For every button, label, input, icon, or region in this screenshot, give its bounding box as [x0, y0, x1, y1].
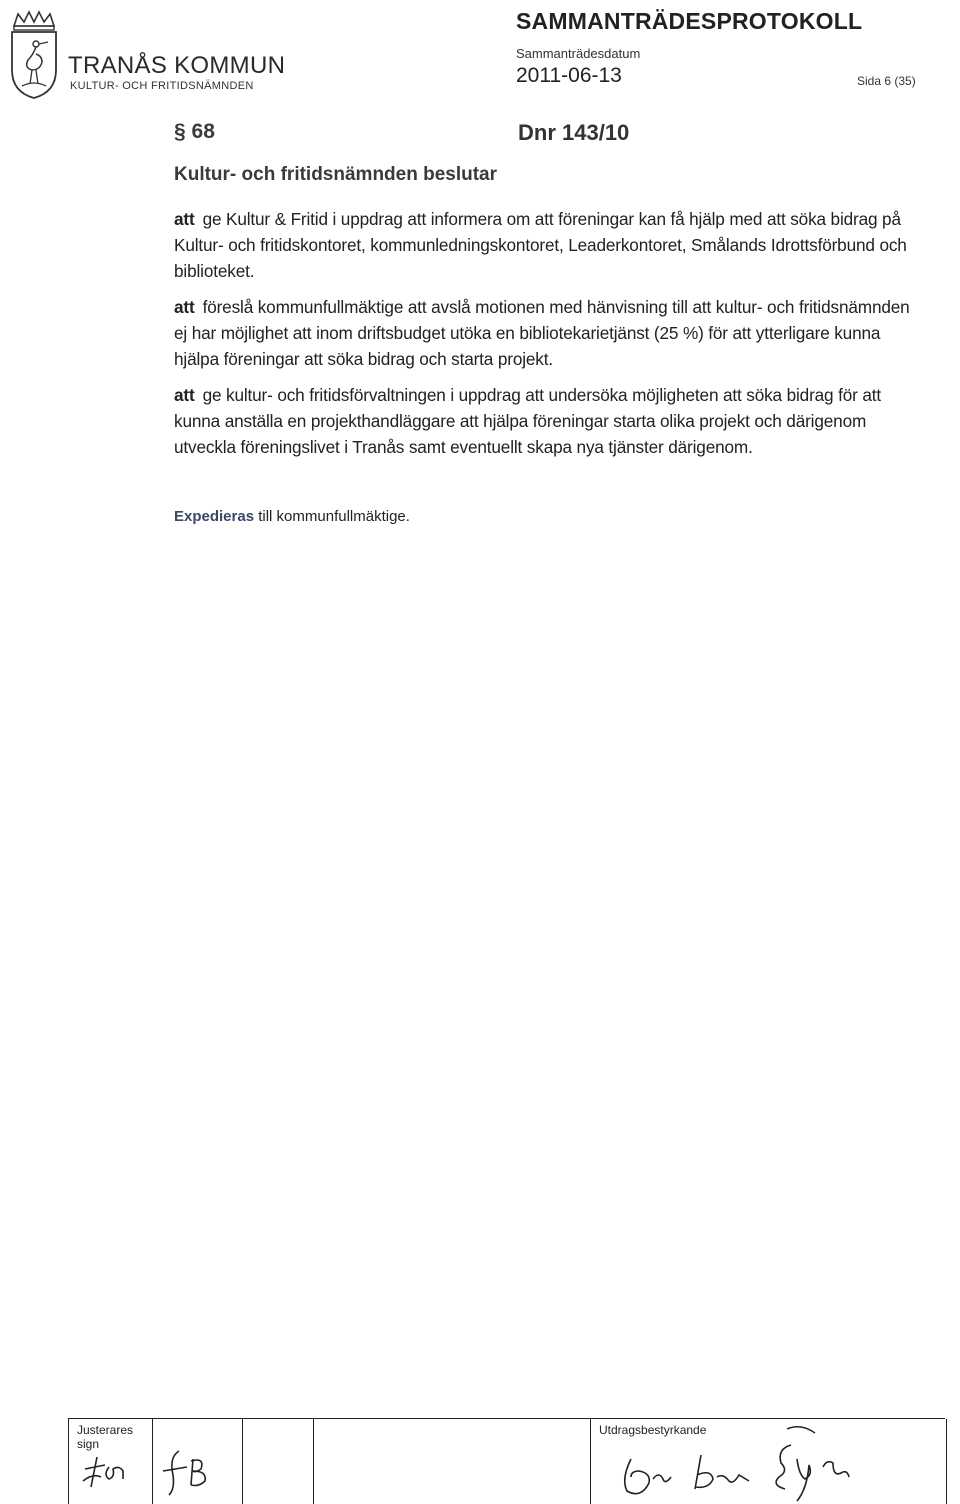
decision-text: föreslå kommunfullmäktige att avslå motionen med hänvisning till att kultur- och fritidsnämnden ej har möjlighet att inom driftsbudget utöka en bibliotekarietjänst (25 %) för att ytterligare kunna hjälpa föreningar att söka bidrag och starta projekt. — [174, 297, 910, 369]
signature-fb — [159, 1445, 239, 1499]
decision-text: ge Kultur & Fritid i uppdrag att informera om att föreningar kan få hjälp med att söka bidrag på Kultur- och fritidskontoret, kommunledningskontoret, Leaderkontoret, Smålands Idrottsförbund och biblioteket. — [174, 209, 907, 281]
date-value: 2011-06-13 — [516, 64, 622, 87]
stork-coat-of-arms-icon — [8, 10, 60, 100]
justerare-sign-cell — [68, 1419, 153, 1504]
decision-paragraph — [174, 294, 924, 372]
page-number: Sida 6 (35) — [857, 74, 916, 88]
decision-keyword: att — [174, 385, 195, 405]
paragraph-number: § 68 — [174, 120, 215, 143]
date-label: Sammanträdesdatum — [516, 46, 641, 61]
org-unit: KULTUR- OCH FRITIDSNÄMNDEN — [70, 80, 254, 92]
document-title: SAMMANTRÄDESPROTOKOLL — [516, 8, 863, 34]
decision-paragraph — [174, 206, 924, 284]
signature-fg — [79, 1447, 151, 1497]
signature-certifier — [601, 1419, 941, 1504]
signature-table — [68, 1418, 945, 1504]
justerare-label: Justerares sign — [77, 1423, 134, 1451]
decision-paragraph — [174, 382, 924, 460]
justerare-sign-cell — [152, 1419, 243, 1504]
utdrag-cell — [590, 1419, 947, 1504]
decision-heading: Kultur- och fritidsnämnden beslutar — [174, 164, 498, 185]
decision-keyword: att — [174, 297, 195, 317]
utdrag-label: Utdragsbestyrkande — [599, 1423, 707, 1437]
dispatch-text: till kommunfullmäktige. — [258, 508, 410, 525]
dispatch-note — [174, 508, 410, 525]
case-number: Dnr 143/10 — [518, 120, 630, 145]
decision-text: ge kultur- och fritidsförvaltningen i uppdrag att undersöka möjligheten att söka bidrag för att kunna anställa en projekthandläggare att hjälpa föreningar starta olika projekt och därigenom utveckla föreningslivet i Tranås samt eventuellt skapa nya tjänster därigenom. — [174, 385, 881, 457]
org-name: TRANÅS KOMMUN — [68, 52, 286, 79]
justerare-sign-cell — [242, 1419, 314, 1504]
dispatch-label: Expedieras — [174, 508, 255, 525]
decision-keyword: att — [174, 209, 195, 229]
